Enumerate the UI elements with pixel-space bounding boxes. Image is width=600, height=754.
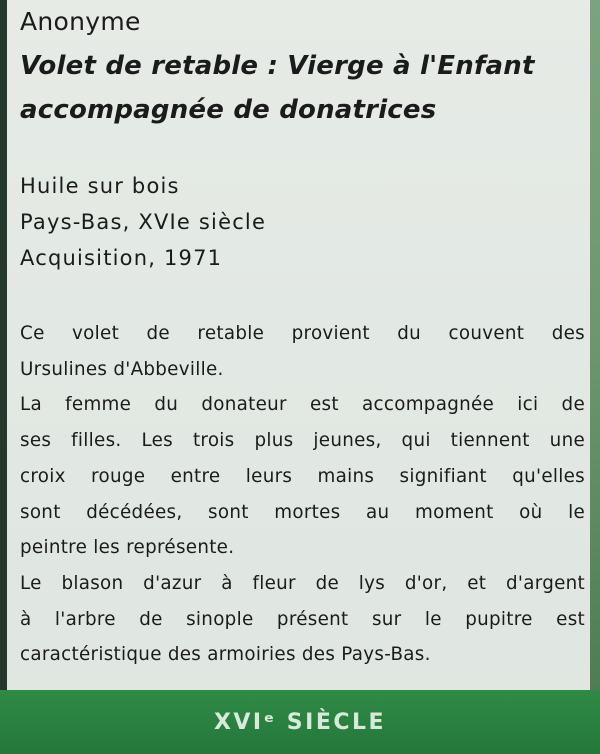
description-line: ses filles. Les trois plus jeunes, qui tiennent une — [20, 430, 585, 452]
card-right-strip — [590, 0, 600, 690]
artwork-title-line: accompagnée de donatrices — [20, 95, 437, 125]
artwork-title — [20, 44, 585, 132]
artwork-description — [20, 316, 585, 673]
description-line: Ce volet de retable provient du couvent des — [20, 323, 585, 344]
artwork-title-line: Volet de retable : Vierge à l'Enfant — [20, 51, 535, 81]
description-line: peintre les représente. — [20, 537, 235, 559]
artwork-medium: Huile sur bois — [20, 174, 180, 198]
description-line: caractéristique des armoiries des Pays-Bas. — [20, 644, 431, 666]
description-paragraph — [20, 387, 585, 566]
card-left-edge — [0, 0, 7, 690]
description-line: croix rouge entre leurs mains signifiant qu'elles — [20, 465, 585, 487]
description-paragraph — [20, 316, 585, 387]
century-label: XVIᵉ SIÈCLE — [213, 709, 387, 735]
description-line: sont décédées, sont mortes au moment où le — [20, 501, 585, 523]
century-footer-band — [0, 690, 600, 754]
description-line: Ursulines d'Abbeville. — [20, 358, 224, 380]
label-content — [20, 6, 585, 673]
artwork-details — [20, 168, 585, 276]
artwork-acquisition: Acquisition, 1971 — [20, 246, 223, 270]
description-paragraph — [20, 566, 585, 673]
artist-name: Anonyme — [20, 7, 141, 36]
description-line: Le blason d'azur à fleur de lys d'or, et d'argent — [20, 572, 585, 594]
artwork-origin: Pays-Bas, XVIe siècle — [20, 210, 267, 234]
description-line: La femme du donateur est accompagnée ici de — [20, 394, 585, 416]
description-line: à l'arbre de sinople présent sur le pupitre est — [20, 608, 585, 630]
